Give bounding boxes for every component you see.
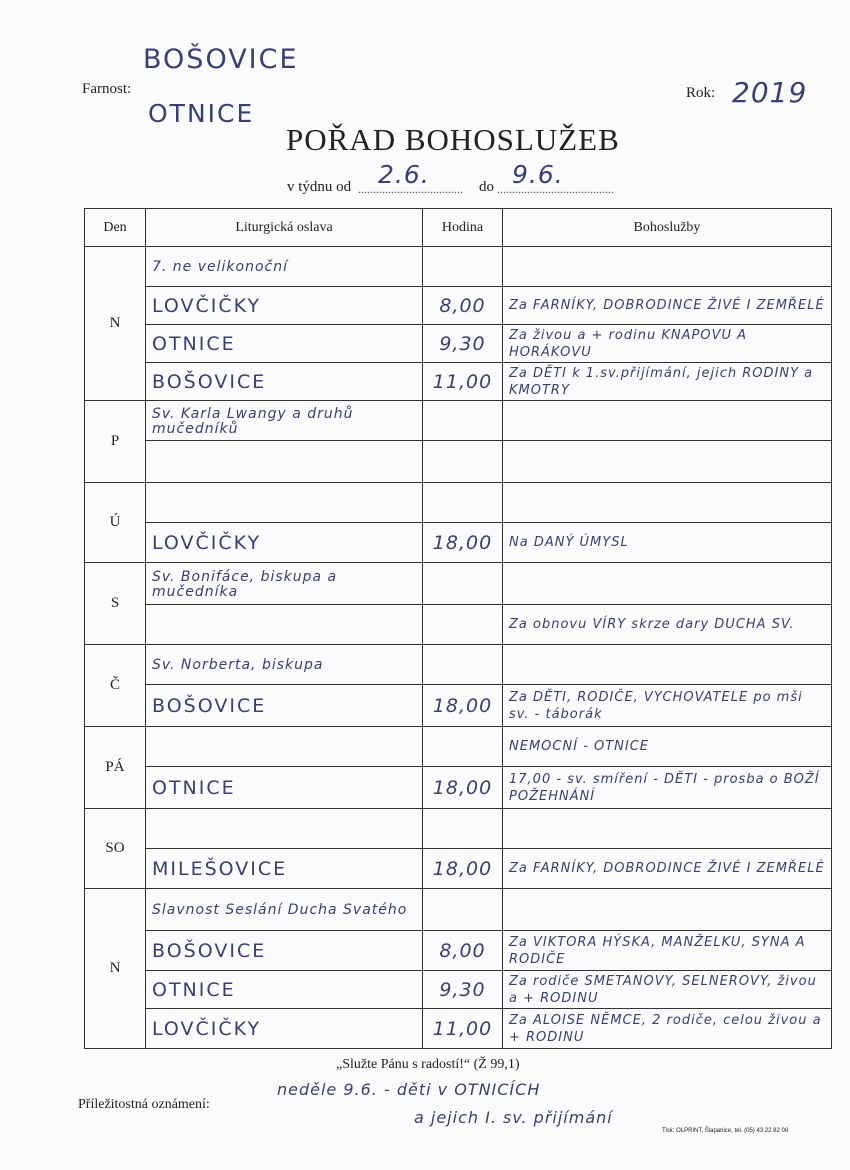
table-row (85, 971, 832, 1009)
table-row (85, 931, 832, 971)
hour-cell (423, 401, 503, 441)
week-to-label: do (479, 179, 494, 195)
table-row (85, 1009, 832, 1049)
schedule-body (85, 247, 832, 1049)
liturgy-cell: LOVČIČKY (146, 1009, 423, 1049)
liturgy-cell (146, 809, 423, 849)
column-header-liturgy: Liturgická oslava (146, 209, 423, 247)
day-cell: Č (85, 645, 146, 727)
service-cell (503, 483, 832, 523)
year-value: 2019 (732, 76, 808, 109)
service-cell (503, 889, 832, 931)
hour-cell (423, 645, 503, 685)
service-cell: 17,00 - sv. smíření - DĚTI - prosba o BOŽÍ POŽEHNÁNÍ (503, 767, 832, 809)
hour-cell: 11,00 (423, 1009, 503, 1049)
table-row (85, 685, 832, 727)
announcement-line: a jejich I. sv. přijímání (414, 1108, 613, 1127)
liturgy-cell: OTNICE (146, 325, 423, 363)
column-header-services: Bohoslužby (503, 209, 832, 247)
service-cell: Za VIKTORA HÝSKA, MANŽELKU, SYNA A RODIČE (503, 931, 832, 971)
day-cell: N (85, 889, 146, 1049)
service-cell: Za FARNÍKY, DOBRODINCE ŽIVÉ I ZEMŘELÉ (503, 287, 832, 325)
table-row (85, 889, 832, 931)
liturgy-cell: Sv. Karla Lwangy a druhů mučedníků (146, 401, 423, 441)
hour-cell: 18,00 (423, 849, 503, 889)
service-cell: Za DĚTI, RODIČE, VYCHOVATELE po mši sv. - táborák (503, 685, 832, 727)
week-label: v týdnu od (287, 179, 352, 195)
liturgy-cell: LOVČIČKY (146, 523, 423, 563)
day-cell: N (85, 247, 146, 401)
announcements-label: Příležitostná oznámení: (78, 1097, 210, 1112)
table-row (85, 767, 832, 809)
table-row (85, 849, 832, 889)
day-cell: SO (85, 809, 146, 889)
liturgy-cell: Sv. Bonifáce, biskupa a mučedníka (146, 563, 423, 605)
service-cell (503, 247, 832, 287)
day-cell: P (85, 401, 146, 483)
service-cell: Za DĚTI k 1.sv.přijímání, jejich RODINY a KMOTRY (503, 363, 832, 401)
table-row (85, 441, 832, 483)
table-row (85, 247, 832, 287)
hour-cell (423, 727, 503, 767)
liturgy-cell: OTNICE (146, 767, 423, 809)
service-cell: NEMOCNÍ - OTNICE (503, 727, 832, 767)
column-header-hour: Hodina (423, 209, 503, 247)
hour-cell (423, 247, 503, 287)
liturgy-cell: LOVČIČKY (146, 287, 423, 325)
liturgy-cell: Slavnost Seslání Ducha Svatého (146, 889, 423, 931)
service-cell (503, 401, 832, 441)
day-cell: PÁ (85, 727, 146, 809)
hour-cell: 18,00 (423, 523, 503, 563)
week-to-line: ....................................... (497, 182, 614, 196)
table-row (85, 809, 832, 849)
service-cell: Na DANÝ ÚMYSL (503, 523, 832, 563)
year-label: Rok: (686, 85, 716, 101)
liturgy-cell (146, 483, 423, 523)
hour-cell: 8,00 (423, 287, 503, 325)
day-cell: Ú (85, 483, 146, 563)
service-cell: Za ALOISE NĚMCE, 2 rodiče, celou živou a + RODINU (503, 1009, 832, 1049)
liturgy-cell: OTNICE (146, 971, 423, 1009)
service-cell: Za obnovu VÍRY skrze dary DUCHA SV. (503, 605, 832, 645)
hour-cell (423, 605, 503, 645)
hour-cell (423, 441, 503, 483)
service-cell (503, 645, 832, 685)
liturgy-cell: BOŠOVICE (146, 685, 423, 727)
week-from-value: 2.6. (378, 160, 430, 189)
service-cell (503, 809, 832, 849)
table-row (85, 523, 832, 563)
hour-cell: 18,00 (423, 685, 503, 727)
parish-name: OTNICE (148, 99, 255, 128)
hour-cell (423, 889, 503, 931)
table-row (85, 645, 832, 685)
liturgy-cell: 7. ne velikonoční (146, 247, 423, 287)
liturgy-cell: MILEŠOVICE (146, 849, 423, 889)
week-to-value: 9.6. (512, 160, 564, 189)
service-cell: Za rodiče SMETANOVY, SELNEROVY, živou a + RODINU (503, 971, 832, 1009)
liturgy-cell (146, 727, 423, 767)
hour-cell: 8,00 (423, 931, 503, 971)
page-title: POŘAD BOHOSLUŽEB (286, 122, 620, 157)
table-row (85, 483, 832, 523)
hour-cell: 18,00 (423, 767, 503, 809)
table-header-row (85, 209, 832, 247)
service-cell: Za živou a + rodinu KNAPOVU A HORÁKOVU (503, 325, 832, 363)
hour-cell: 9,30 (423, 971, 503, 1009)
service-cell: Za FARNÍKY, DOBRODINCE ŽIVÉ I ZEMŘELÉ (503, 849, 832, 889)
liturgy-cell: BOŠOVICE (146, 931, 423, 971)
liturgy-cell (146, 605, 423, 645)
printer-imprint: Tisk: OLPRINT, Šlapanice, tel. (05) 43 22 82 08 (662, 1128, 789, 1134)
hour-cell: 9,30 (423, 325, 503, 363)
table-row (85, 563, 832, 605)
table-row (85, 401, 832, 441)
liturgy-cell: BOŠOVICE (146, 363, 423, 401)
hour-cell (423, 483, 503, 523)
table-row (85, 325, 832, 363)
table-row (85, 605, 832, 645)
day-cell: S (85, 563, 146, 645)
farnost-label: Farnost: (82, 81, 132, 97)
table-row (85, 287, 832, 325)
hour-cell (423, 563, 503, 605)
liturgy-cell: Sv. Norberta, biskupa (146, 645, 423, 685)
service-cell (503, 563, 832, 605)
week-from-line: ................................... (358, 182, 463, 196)
motto: „Služte Pánu s radostí!“ (Ž 99,1) (336, 1057, 520, 1072)
announcement-line: neděle 9.6. - děti v OTNICÍCH (277, 1080, 541, 1099)
service-cell (503, 441, 832, 483)
hour-cell (423, 809, 503, 849)
table-row (85, 363, 832, 401)
column-header-day: Den (85, 209, 146, 247)
liturgy-cell (146, 441, 423, 483)
hour-cell: 11,00 (423, 363, 503, 401)
schedule-table (84, 208, 832, 1049)
table-row (85, 727, 832, 767)
parish-name: BOŠOVICE (143, 44, 299, 75)
